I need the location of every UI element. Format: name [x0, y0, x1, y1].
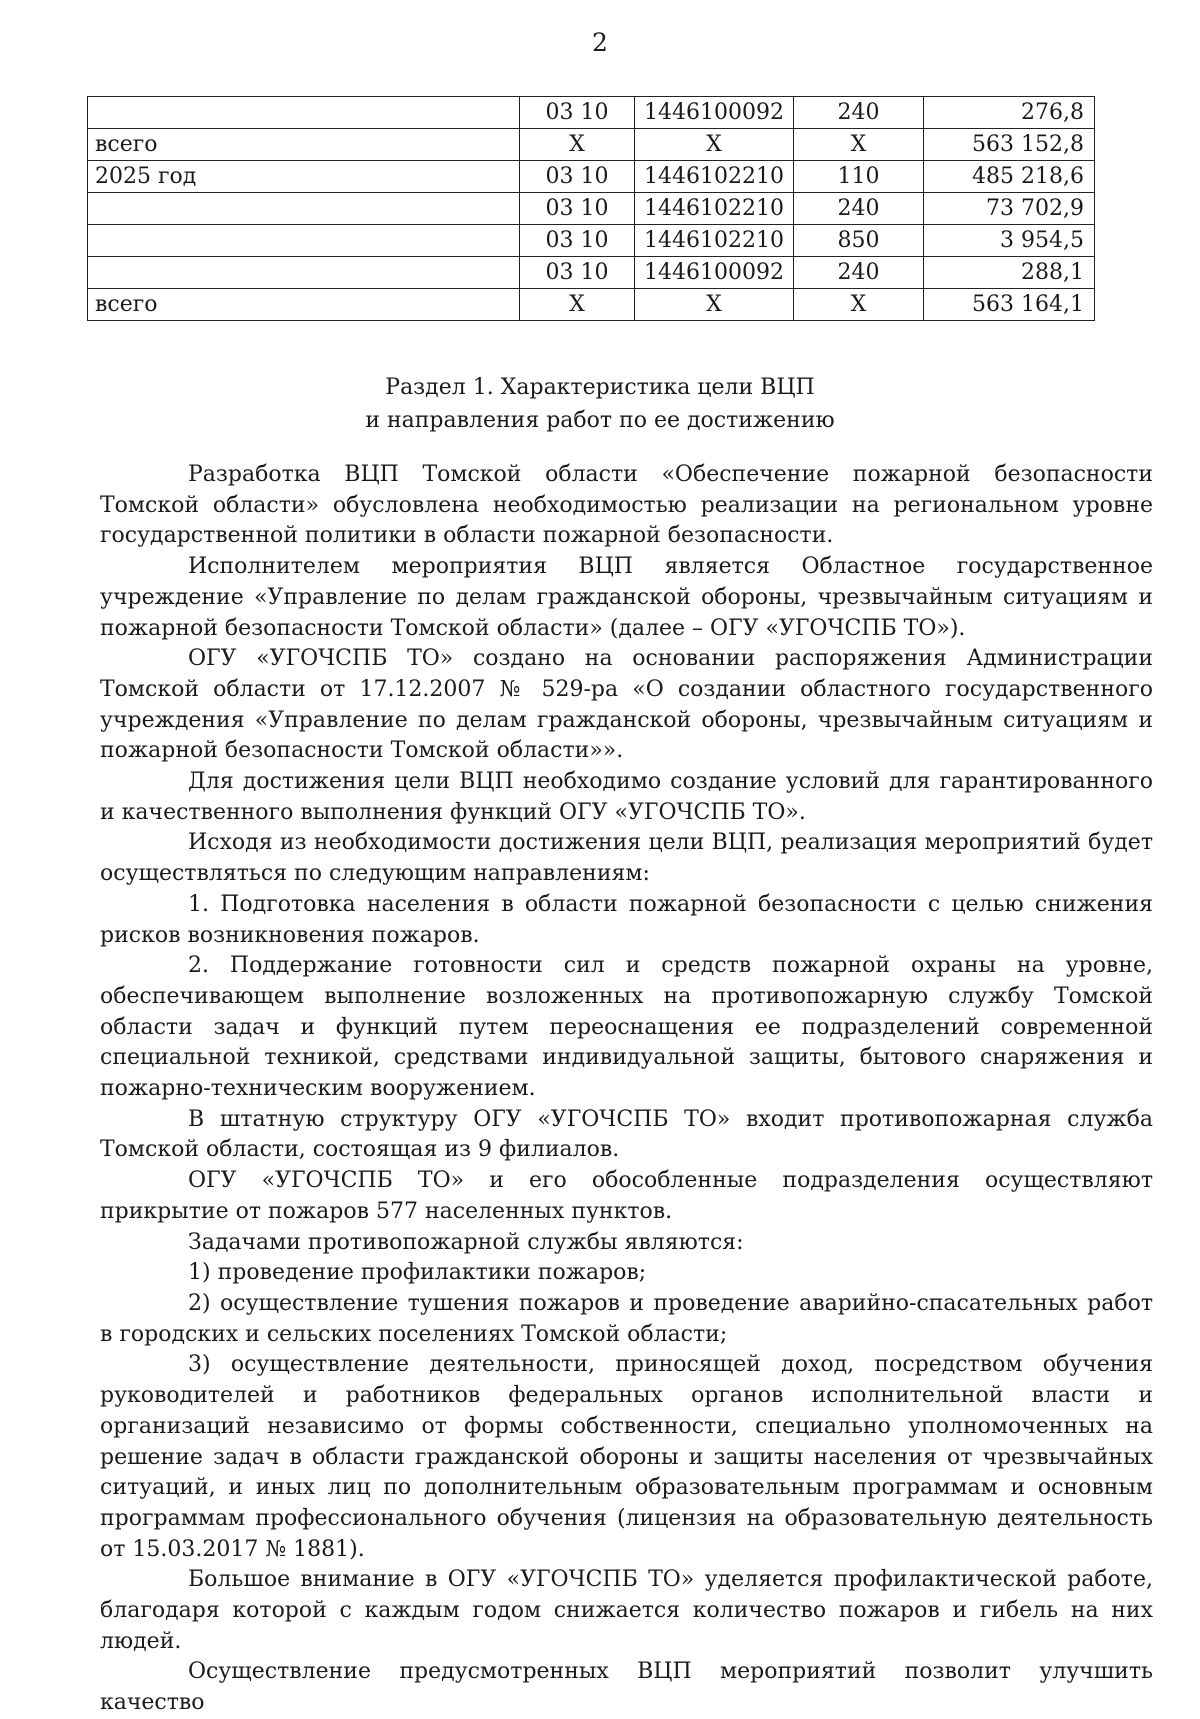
table-cell-type: 240	[794, 257, 924, 289]
table-cell-type: 240	[794, 97, 924, 129]
paragraph: Разработка ВЦП Томской области «Обеспечение пожарной безопасности Томской области» обусловлена необходимостью реализации на региональном уровне государственной политики в области пожарной безопасности.	[100, 462, 1153, 549]
table-cell-type: X	[794, 129, 924, 161]
table-row	[88, 97, 1095, 129]
list-item: 2) осуществление тушения пожаров и проведение аварийно-спасательных работ в городских и сельских поселениях Томской области;	[100, 1290, 1153, 1347]
paragraph: Задачами противопожарной службы являются:	[188, 1229, 744, 1255]
paragraph: ОГУ «УГОЧСПБ ТО» создано на основании распоряжения Администрации Томской области от 17.12.2007 № 529-ра «О создании областного государственного учреждения «Управление по делам гражданской обороны, чрезвычайным ситуациям и пожарной безопасности Томской области»».	[100, 646, 1153, 764]
paragraph: Исходя из необходимости достижения цели ВЦП, реализация мероприятий будет осуществляться по следующим направлениям:	[100, 830, 1153, 887]
table-cell-label	[88, 257, 520, 289]
table-cell-label	[88, 97, 520, 129]
section-title	[0, 371, 1200, 437]
table-cell-amount: 73 702,9	[924, 193, 1095, 225]
list-item: 1. Подготовка населения в области пожарной безопасности с целью снижения рисков возникновения пожаров.	[100, 891, 1153, 948]
table-cell-section: 03 10	[520, 97, 635, 129]
table-cell-type: X	[794, 289, 924, 321]
table-cell-code: 1446102210	[635, 161, 794, 193]
table-cell-section: X	[520, 289, 635, 321]
table-cell-section: 03 10	[520, 161, 635, 193]
table-cell-type: 110	[794, 161, 924, 193]
table-cell-code: 1446100092	[635, 257, 794, 289]
table-cell-amount: 485 218,6	[924, 161, 1095, 193]
table-row	[88, 193, 1095, 225]
budget-table	[87, 96, 1095, 321]
page-number: 2	[592, 28, 608, 57]
table-cell-label	[88, 225, 520, 257]
table-cell-code: 1446102210	[635, 225, 794, 257]
table-cell-section: 03 10	[520, 257, 635, 289]
section-title-line-1: Раздел 1. Характеристика цели ВЦП	[385, 375, 815, 400]
table-row	[88, 225, 1095, 257]
table-cell-label: всего	[88, 289, 520, 321]
section-title-line-2: и направления работ по ее достижению	[365, 408, 835, 433]
table-cell-amount: 288,1	[924, 257, 1095, 289]
paragraph: В штатную структуру ОГУ «УГОЧСПБ ТО» входит противопожарная служба Томской области, состоящая из 9 филиалов.	[100, 1106, 1153, 1163]
table-cell-amount: 563 152,8	[924, 129, 1095, 161]
list-item: 1) проведение профилактики пожаров;	[188, 1260, 647, 1286]
table-cell-label	[88, 193, 520, 225]
table-cell-section: X	[520, 129, 635, 161]
paragraph: Для достижения цели ВЦП необходимо создание условий для гарантированного и качественного выполнения функций ОГУ «УГОЧСПБ ТО».	[100, 769, 1153, 825]
paragraph: ОГУ «УГОЧСПБ ТО» и его обособленные подразделения осуществляют прикрытие от пожаров 577 населенных пунктов.	[100, 1168, 1153, 1224]
table-cell-code: X	[635, 289, 794, 321]
list-item: 2. Поддержание готовности сил и средств пожарной охраны на уровне, обеспечивающем выполнение возложенных на противопожарную службу Томской области задач и функций путем переоснащения ее подразделений современной специальной техникой, средствами индивидуальной защиты, бытового снаряжения и пожарно-техническим вооружением.	[100, 953, 1153, 1102]
table-cell-type: 240	[794, 193, 924, 225]
table-row	[88, 289, 1095, 321]
table-cell-amount: 276,8	[924, 97, 1095, 129]
table-cell-type: 850	[794, 225, 924, 257]
table-row	[88, 161, 1095, 193]
table-row	[88, 257, 1095, 289]
table-row	[88, 129, 1095, 161]
paragraph: Исполнителем мероприятия ВЦП является Областное государственное учреждение «Управление по делам гражданской обороны, чрезвычайным ситуациям и пожарной безопасности Томской области» (далее – ОГУ «УГОЧСПБ ТО»).	[100, 554, 1153, 641]
list-item: 3) осуществление деятельности, приносящей доход, посредством обучения руководителей и работников федеральных органов исполнительной власти и организаций независимо от формы собственности, специально уполномоченных на решение задач в области гражданской обороны и защиты населения от чрезвычайных ситуаций, и иных лиц по дополнительным образовательным программам и основным программам профессионального обучения (лицензия на образовательную деятельность от 15.03.2017 № 1881).	[100, 1352, 1153, 1562]
table-cell-amount: 563 164,1	[924, 289, 1095, 321]
table-cell-section: 03 10	[520, 193, 635, 225]
document-body	[100, 460, 1153, 1719]
paragraph: Большое внимание в ОГУ «УГОЧСПБ ТО» уделяется профилактической работе, благодаря которой с каждым годом снижается количество пожаров и гибель на них людей.	[100, 1567, 1153, 1654]
table-cell-code: 1446102210	[635, 193, 794, 225]
paragraph: Осуществление предусмотренных ВЦП мероприятий позволит улучшить качество	[100, 1659, 1153, 1716]
table-cell-code: X	[635, 129, 794, 161]
table-cell-code: 1446100092	[635, 97, 794, 129]
table-cell-amount: 3 954,5	[924, 225, 1095, 257]
table-cell-label: 2025 год	[88, 161, 520, 193]
table-cell-label: всего	[88, 129, 520, 161]
table-cell-section: 03 10	[520, 225, 635, 257]
